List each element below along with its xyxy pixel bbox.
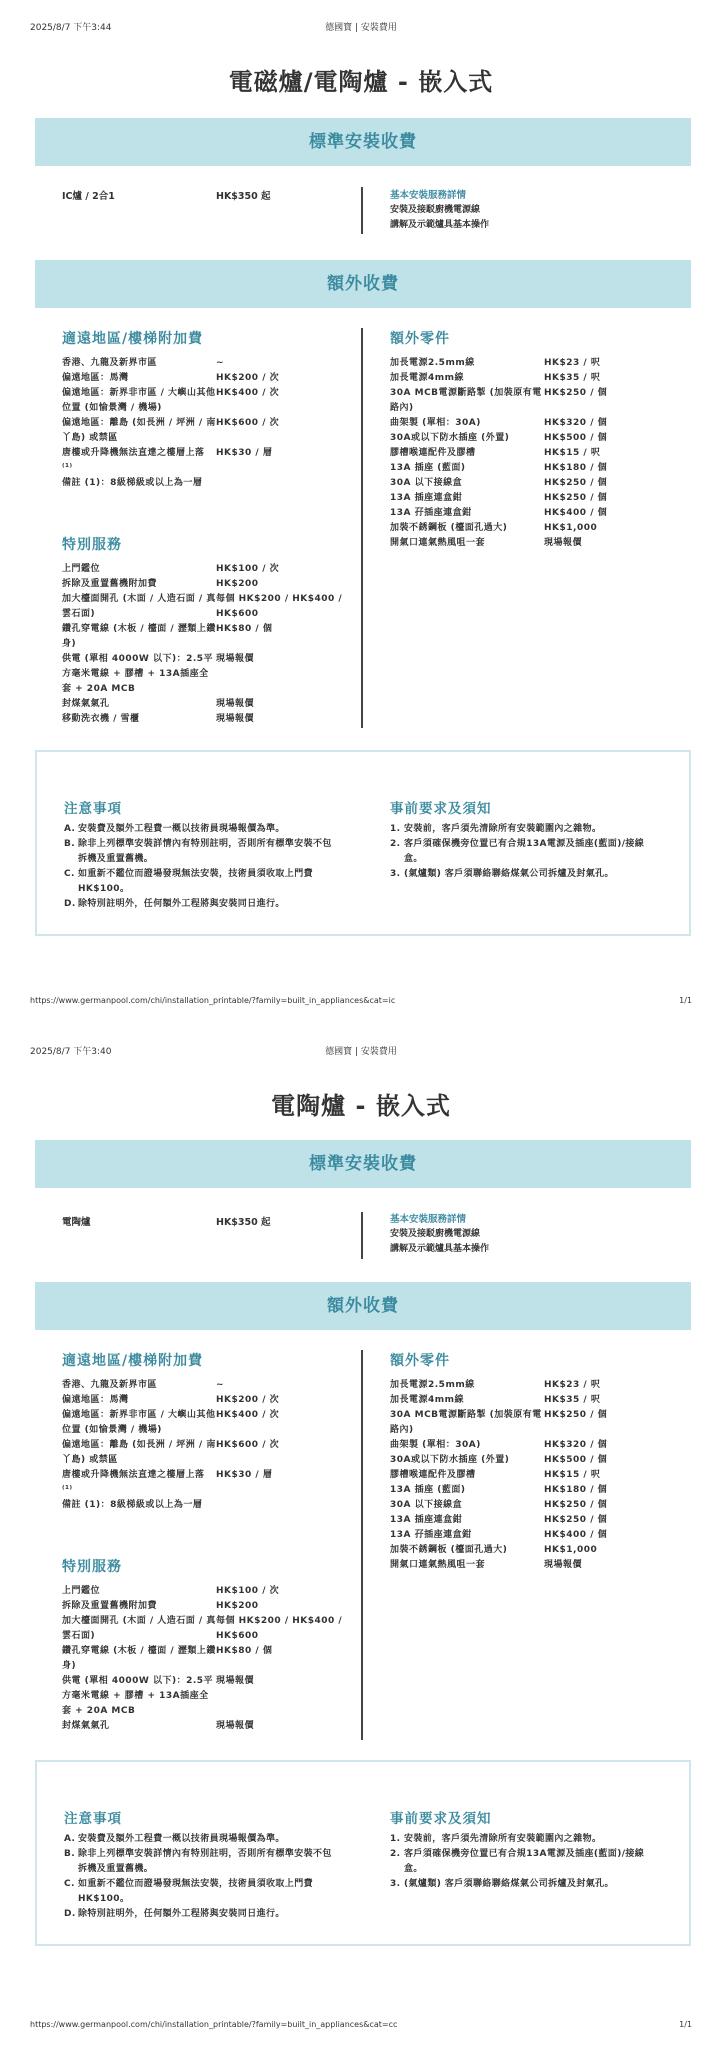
item-label: 膠槽喉連配件及膠槽 [390,1470,476,1480]
list-item [390,1847,660,1877]
list-item [62,1599,352,1614]
list-item [62,356,352,371]
page-2 [0,1024,722,2048]
basic-service-line: 講解及示範爐具基本操作 [390,220,490,230]
basic-service [390,1212,489,1257]
item-price: ~ [216,358,225,368]
item-price: HK$180 / 個 [544,1485,608,1495]
item-price: HK$15 / 呎 [544,448,601,458]
item-marker: 3. [390,869,401,879]
list-item [390,1468,660,1483]
area-surcharge-list [62,356,352,491]
list-item [390,416,660,431]
list-item [64,1877,334,1907]
item-price [216,1498,352,1513]
list-item [390,371,660,386]
item-price: HK$400 / 次 [216,1410,280,1420]
list-item [64,897,334,912]
item-price: 每個 HK$200 / HK$400 / HK$600 [216,594,343,619]
page-number: 1/1 [679,2020,692,2029]
extra-fee-band: 額外收費 [35,260,691,308]
item-price: HK$250 / 個 [544,478,608,488]
list-item [390,461,660,476]
standard-item-price: HK$350 起 [216,191,271,202]
item-marker: A. [64,1834,76,1844]
item-price: HK$180 / 個 [544,463,608,473]
item-price: HK$250 / 個 [544,1515,608,1525]
item-label: 13A 插座連盒鉗 [390,1515,463,1525]
special-service-list [62,1584,352,1734]
list-item [64,822,334,837]
list-item [390,356,660,371]
list-item [64,867,334,897]
item-label: 30A MCB電源斷路掣 (加裝原有電路內) [390,1410,542,1435]
item-marker: B. [64,839,76,849]
item-price: HK$15 / 呎 [544,1470,601,1480]
standard-item-price: HK$350 起 [216,1217,271,1228]
item-price: HK$35 / 呎 [544,373,601,383]
item-marker: D. [64,899,76,909]
list-item [62,1468,352,1498]
list-item [390,1558,660,1573]
special-service-list [62,562,352,727]
requirements-title: 事前要求及須知 [390,1811,492,1827]
list-item [390,491,660,506]
item-text: 除非上列標準安裝詳情內有特別註明，否則所有標準安裝不包拆機及重置舊機。 [78,839,332,864]
item-label: 曲架製 (單相：30A) [390,418,481,428]
list-item [62,577,352,592]
item-label: 開氣口連氣熱風咀一套 [390,1560,486,1570]
standard-fee-band: 標準安裝收費 [35,1140,691,1188]
list-item [390,1528,660,1543]
item-price: HK$400 / 次 [216,388,280,398]
item-label: 加裝不銹鋼板 (檯面孔過大) [390,1545,508,1555]
item-price: HK$200 [216,579,259,589]
requirements-list [390,822,660,882]
list-item [62,1498,352,1513]
list-item [62,712,352,727]
item-marker: D. [64,1909,76,1919]
item-price: 現場報價 [216,714,255,724]
item-label: 上門鑑位 [62,564,101,574]
list-item [390,1513,660,1528]
item-text: 客戶須確保機旁位置已有合規13A電源及插座(藍面)/接線盒。 [404,839,645,864]
list-item [390,1498,660,1513]
basic-service-title: 基本安裝服務詳情 [390,1214,467,1225]
item-label: 加長電源2.5mm線 [390,1380,475,1390]
item-price: HK$250 / 個 [544,1500,608,1510]
item-text: 安裝前，客戶須先清除所有安裝範圍內之雜物。 [404,824,602,834]
list-item [390,837,660,867]
item-price [216,476,352,491]
basic-service-line: 講解及示範爐具基本操作 [390,1244,490,1254]
item-price: HK$600 / 次 [216,1440,280,1450]
standard-fee-band: 標準安裝收費 [35,118,691,166]
list-item [390,506,660,521]
item-price: HK$30 / 層 [216,1470,273,1480]
list-item [64,1832,334,1847]
list-item [62,1408,352,1438]
page-title: 電磁爐/電陶爐 - 嵌入式 [228,68,494,96]
list-item [62,697,352,712]
requirements-list [390,1832,660,1892]
item-label: 偏遠地區：馬灣 [62,373,129,383]
item-price: HK$320 / 個 [544,418,608,428]
site-title: 德國寶 | 安裝費用 [325,23,397,33]
list-item [64,1907,334,1922]
item-price: HK$250 / 個 [544,493,608,503]
list-item [390,1877,660,1892]
page-number: 1/1 [679,996,692,1005]
item-label: 備註 (1)：8級梯級或以上為一層 [62,478,203,488]
list-item [62,1584,352,1599]
item-text: 除特別註明外，任何額外工程將與安裝同日進行。 [78,1909,285,1919]
item-label: 鑽孔穿電線 (木板 / 檯面 / 瀝類上鑽身) [62,624,216,649]
item-label: 膠槽喉連配件及膠槽 [390,448,476,458]
item-label: 加大檯面開孔 (木面 / 人造石面 / 真雲石面) [62,594,216,619]
list-item [64,1847,334,1877]
area-surcharge-title: 適遠地區/樓梯附加費 [62,331,204,347]
item-price: HK$320 / 個 [544,1440,608,1450]
item-label: 備註 (1)：8級梯級或以上為一層 [62,1500,203,1510]
page-url: https://www.germanpool.com/chi/installation_printable/?family=built_in_appliances&cat=ic [30,996,396,1005]
item-marker: C. [64,869,75,879]
item-marker: 1. [390,824,401,834]
list-item [390,1378,660,1393]
notes-list [64,1832,334,1922]
special-service-title: 特別服務 [62,537,122,553]
list-item [390,1832,660,1847]
divider [361,1350,363,1740]
item-price: HK$35 / 呎 [544,1395,601,1405]
item-label: 唐樓或升降機無法直達之樓層上落 ⁽¹⁾ [62,448,205,473]
item-price: 現場報價 [544,1560,583,1570]
list-item [390,1438,660,1453]
item-label: 13A 插座 (藍面) [390,1485,466,1495]
item-label: 開氣口連氣熱風咀一套 [390,538,486,548]
item-label: 加長電源2.5mm線 [390,358,475,368]
item-price: HK$23 / 呎 [544,1380,601,1390]
item-price: HK$1,000 [544,1545,598,1555]
item-text: 除非上列標準安裝詳情內有特別註明，否則所有標準安裝不包拆機及重置舊機。 [78,1849,332,1874]
list-item [62,622,352,652]
item-price: 每個 HK$200 / HK$400 / HK$600 [216,1616,343,1641]
list-item [62,1614,352,1644]
area-surcharge-list [62,1378,352,1513]
item-label: 偏遠地區：離島 (如長洲 / 坪洲 / 南丫島) 或禁區 [62,418,216,443]
notes-title: 注意事項 [64,1811,122,1827]
extra-parts-title: 額外零件 [390,331,450,347]
list-item [62,1674,352,1719]
item-label: 拆除及重置舊機附加費 [62,579,158,589]
item-label: 香港、九龍及新界市區 [62,1380,158,1390]
item-price: 現場報價 [544,538,583,548]
standard-item-name: 電陶爐 [62,1217,91,1228]
list-item [62,416,352,446]
item-label: 偏遠地區：新界非市區 / 大嶼山其他位置 (如愉景灣 / 機場) [62,1410,216,1435]
basic-service-title: 基本安裝服務詳情 [390,190,467,201]
list-item [390,867,660,882]
list-item [62,476,352,491]
item-marker: 2. [390,839,401,849]
notes-title: 注意事項 [64,801,122,817]
item-text: 安裝費及額外工程費一概以技術員現場報價為準。 [78,1834,285,1844]
standard-item-name: IC爐 / 2合1 [62,191,115,202]
item-marker: 2. [390,1849,401,1859]
extra-parts-list [390,356,660,551]
item-price: 現場報價 [216,699,255,709]
list-item [62,371,352,386]
list-item [390,1408,660,1438]
item-price: HK$1,000 [544,523,598,533]
item-marker: 3. [390,1879,401,1889]
item-marker: B. [64,1849,76,1859]
divider [361,328,363,728]
item-price: HK$600 / 次 [216,418,280,428]
item-price: HK$100 / 次 [216,564,280,574]
list-item [390,431,660,446]
divider [361,1212,363,1259]
list-item [62,1719,352,1734]
item-price: HK$500 / 個 [544,1455,608,1465]
item-label: 30A 以下接線盒 [390,478,463,488]
item-label: 30A或以下防水插座 (外置) [390,1455,510,1465]
page-url: https://www.germanpool.com/chi/installation_printable/?family=built_in_appliances&cat=cc [30,2020,398,2029]
item-text: 如重新不鑑位而證場發現無法安裝，技術員須收取上門費HK$100。 [78,1879,314,1904]
list-item [390,822,660,837]
item-label: 30A MCB電源斷路掣 (加裝原有電路內) [390,388,542,413]
list-item [390,386,660,416]
page-title: 電陶爐 - 嵌入式 [271,1092,451,1120]
list-item [390,446,660,461]
extra-parts-title: 額外零件 [390,1353,450,1369]
item-label: 曲架製 (單相：30A) [390,1440,481,1450]
item-price: HK$200 [216,1601,259,1611]
item-label: 移動洗衣機 / 雪櫃 [62,714,140,724]
item-price: HK$30 / 層 [216,448,273,458]
item-label: 香港、九龍及新界市區 [62,358,158,368]
item-label: 上門鑑位 [62,1586,101,1596]
list-item [62,592,352,622]
item-price: 現場報價 [216,654,255,664]
item-text: 客戶須確保機旁位置已有合規13A電源及插座(藍面)/接線盒。 [404,1849,645,1874]
list-item [390,536,660,551]
basic-service-line: 安裝及接駁廚機電源線 [390,205,481,215]
list-item [62,1438,352,1468]
item-label: 偏遠地區：新界非市區 / 大嶼山其他位置 (如愉景灣 / 機場) [62,388,216,413]
item-price: HK$500 / 個 [544,433,608,443]
item-price: 現場報價 [216,1676,255,1686]
item-price: HK$400 / 個 [544,1530,608,1540]
list-item [390,1453,660,1468]
list-item [390,1483,660,1498]
item-price: HK$250 / 個 [544,388,608,398]
extra-parts-list [390,1378,660,1573]
list-item [62,386,352,416]
item-price: HK$250 / 個 [544,1410,608,1420]
list-item [390,476,660,491]
print-date: 2025/8/7 下午3:44 [30,23,112,33]
item-label: 偏遠地區：馬灣 [62,1395,129,1405]
basic-service-line: 安裝及接駁廚機電源線 [390,1229,481,1239]
list-item [62,652,352,697]
list-item [64,837,334,867]
list-item [390,1393,660,1408]
item-label: 拆除及重置舊機附加費 [62,1601,158,1611]
item-label: 30A或以下防水插座 (外置) [390,433,510,443]
list-item [390,1543,660,1558]
item-label: 鑽孔穿電線 (木板 / 檯面 / 瀝類上鑽身) [62,1646,216,1671]
item-label: 供電 (單相 4000W 以下)：2.5平方毫米電線 + 膠槽 + 13A插座全套 + 20A MCB [62,654,214,694]
item-label: 13A 孖插座連盒鉗 [390,1530,472,1540]
item-label: 加長電源4mm線 [390,1395,465,1405]
print-date: 2025/8/7 下午3:40 [30,1047,112,1057]
item-label: 封煤氣氣孔 [62,1721,110,1731]
item-price: 現場報價 [216,1721,255,1731]
list-item [62,562,352,577]
item-price: HK$200 / 次 [216,1395,280,1405]
item-label: 唐樓或升降機無法直達之樓層上落 ⁽¹⁾ [62,1470,205,1495]
divider [361,187,363,234]
item-text: (氣爐類) 客戶須聯絡聯絡煤氣公司拆爐及封氣孔。 [404,869,614,879]
item-label: 加長電源4mm線 [390,373,465,383]
item-label: 封煤氣氣孔 [62,699,110,709]
item-label: 30A 以下接線盒 [390,1500,463,1510]
requirements-title: 事前要求及須知 [390,801,492,817]
notes-list [64,822,334,912]
list-item [62,446,352,476]
item-label: 加大檯面開孔 (木面 / 人造石面 / 真雲石面) [62,1616,216,1641]
area-surcharge-title: 適遠地區/樓梯附加費 [62,1353,204,1369]
item-label: 偏遠地區：離島 (如長洲 / 坪洲 / 南丫島) 或禁區 [62,1440,216,1465]
item-price: HK$400 / 個 [544,508,608,518]
item-text: 安裝費及額外工程費一概以技術員現場報價為準。 [78,824,285,834]
item-price: ~ [216,1380,225,1390]
list-item [62,1393,352,1408]
item-label: 13A 孖插座連盒鉗 [390,508,472,518]
item-text: (氣爐類) 客戶須聯絡聯絡煤氣公司拆爐及封氣孔。 [404,1879,614,1889]
basic-service [390,188,489,233]
item-label: 供電 (單相 4000W 以下)：2.5平方毫米電線 + 膠槽 + 13A插座全套 + 20A MCB [62,1676,214,1716]
item-marker: 1. [390,1834,401,1844]
list-item [62,1378,352,1393]
item-text: 除特別註明外，任何額外工程將與安裝同日進行。 [78,899,285,909]
item-price: HK$80 / 個 [216,624,273,634]
item-price: HK$80 / 個 [216,1646,273,1656]
item-price: HK$100 / 次 [216,1586,280,1596]
list-item [390,521,660,536]
site-title: 德國寶 | 安裝費用 [325,1047,397,1057]
item-price: HK$200 / 次 [216,373,280,383]
list-item [62,1644,352,1674]
item-marker: A. [64,824,76,834]
extra-fee-band: 額外收費 [35,1282,691,1330]
item-label: 13A 插座連盒鉗 [390,493,463,503]
item-label: 加裝不銹鋼板 (檯面孔過大) [390,523,508,533]
item-price: HK$23 / 呎 [544,358,601,368]
item-text: 如重新不鑑位而證場發現無法安裝，技術員須收取上門費HK$100。 [78,869,314,894]
item-marker: C. [64,1879,75,1889]
item-label: 13A 插座 (藍面) [390,463,466,473]
item-text: 安裝前，客戶須先清除所有安裝範圍內之雜物。 [404,1834,602,1844]
special-service-title: 特別服務 [62,1559,122,1575]
